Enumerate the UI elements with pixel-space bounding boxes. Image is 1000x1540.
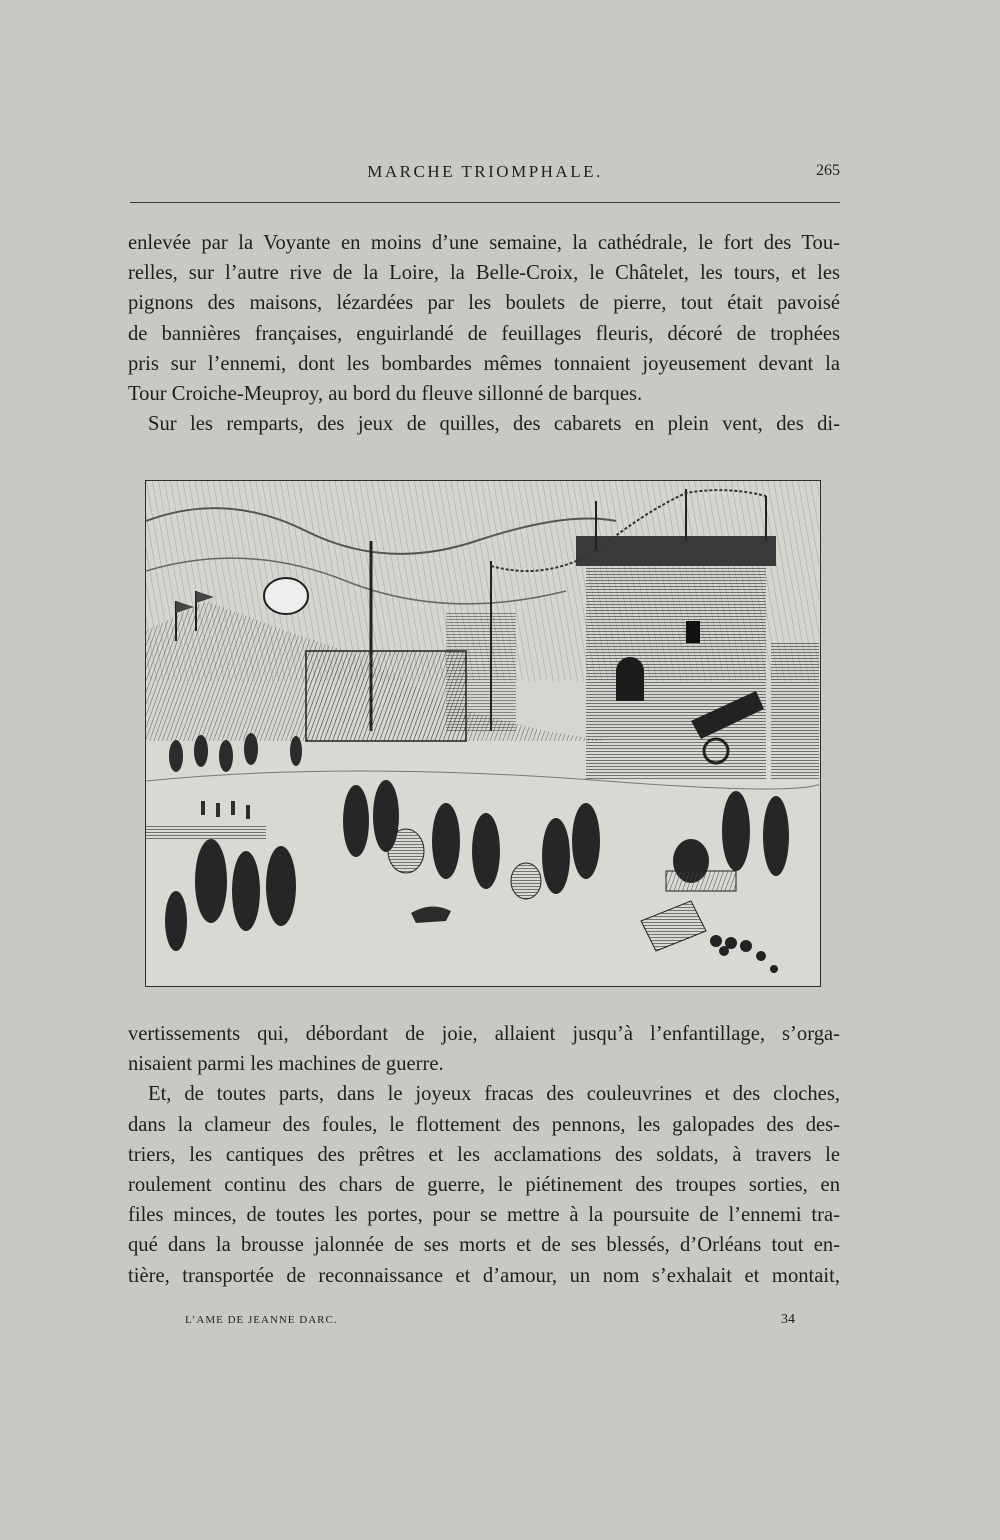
engraving-illustration	[145, 480, 821, 987]
page-number: 265	[816, 162, 840, 179]
running-head	[130, 160, 840, 186]
text-line: dans la clameur des foules, le flottement des pennons, les galopades des des-	[128, 1113, 840, 1136]
text-line: Sur les remparts, des jeux de quilles, des cabarets en plein vent, des di-	[148, 413, 840, 436]
text-line: enlevée par la Voyante en moins d’une semaine, la cathédrale, le fort des Tou-	[128, 232, 840, 254]
page-footer	[185, 1312, 795, 1332]
text-line: pris sur l’ennemi, dont les bombardes mêmes tonnaient joyeusement devant la	[128, 352, 840, 375]
text-block-bottom	[128, 1019, 840, 1291]
text-line: de bannières françaises, enguirlandé de feuillages fleuris, décoré de trophées	[128, 322, 840, 345]
header-rule	[130, 202, 840, 203]
text-line: nisaient parmi les machines de guerre.	[128, 1053, 444, 1076]
text-line: vertissements qui, débordant de joie, allaient jusqu’à l’enfantillage, s’orga-	[128, 1023, 840, 1045]
text-line: tière, transportée de reconnaissance et d’amour, un nom s’exhalait et montait,	[128, 1264, 840, 1287]
signature-mark: L’AME DE JEANNE DARC.	[185, 1314, 338, 1326]
text-line: pignons des maisons, lézardées par les boulets de pierre, tout était pavoisé	[128, 292, 840, 315]
text-line: roulement continu des chars de guerre, le piétinement des troupes sorties, en	[128, 1174, 840, 1197]
running-title: MARCHE TRIOMPHALE.	[367, 162, 603, 181]
text-block-top	[128, 228, 840, 439]
sheet-number: 34	[781, 1312, 795, 1327]
text-line: relles, sur l’autre rive de la Loire, la Belle-Croix, le Châtelet, les tours, et les	[128, 262, 840, 285]
text-line: qué dans la brousse jalonnée de ses morts et de ses blessés, d’Orléans tout en-	[128, 1234, 840, 1257]
text-line: Tour Croiche-Meuproy, au bord du fleuve sillonné de barques.	[128, 383, 643, 406]
engraving-drawing	[146, 481, 819, 985]
text-line: Et, de toutes parts, dans le joyeux fracas des couleuvrines et des cloches,	[148, 1083, 840, 1106]
text-line: files minces, de toutes les portes, pour se mettre à la poursuite de l’ennemi tra-	[128, 1204, 840, 1227]
text-line: triers, les cantiques des prêtres et les acclamations des soldats, à travers le	[128, 1143, 840, 1166]
